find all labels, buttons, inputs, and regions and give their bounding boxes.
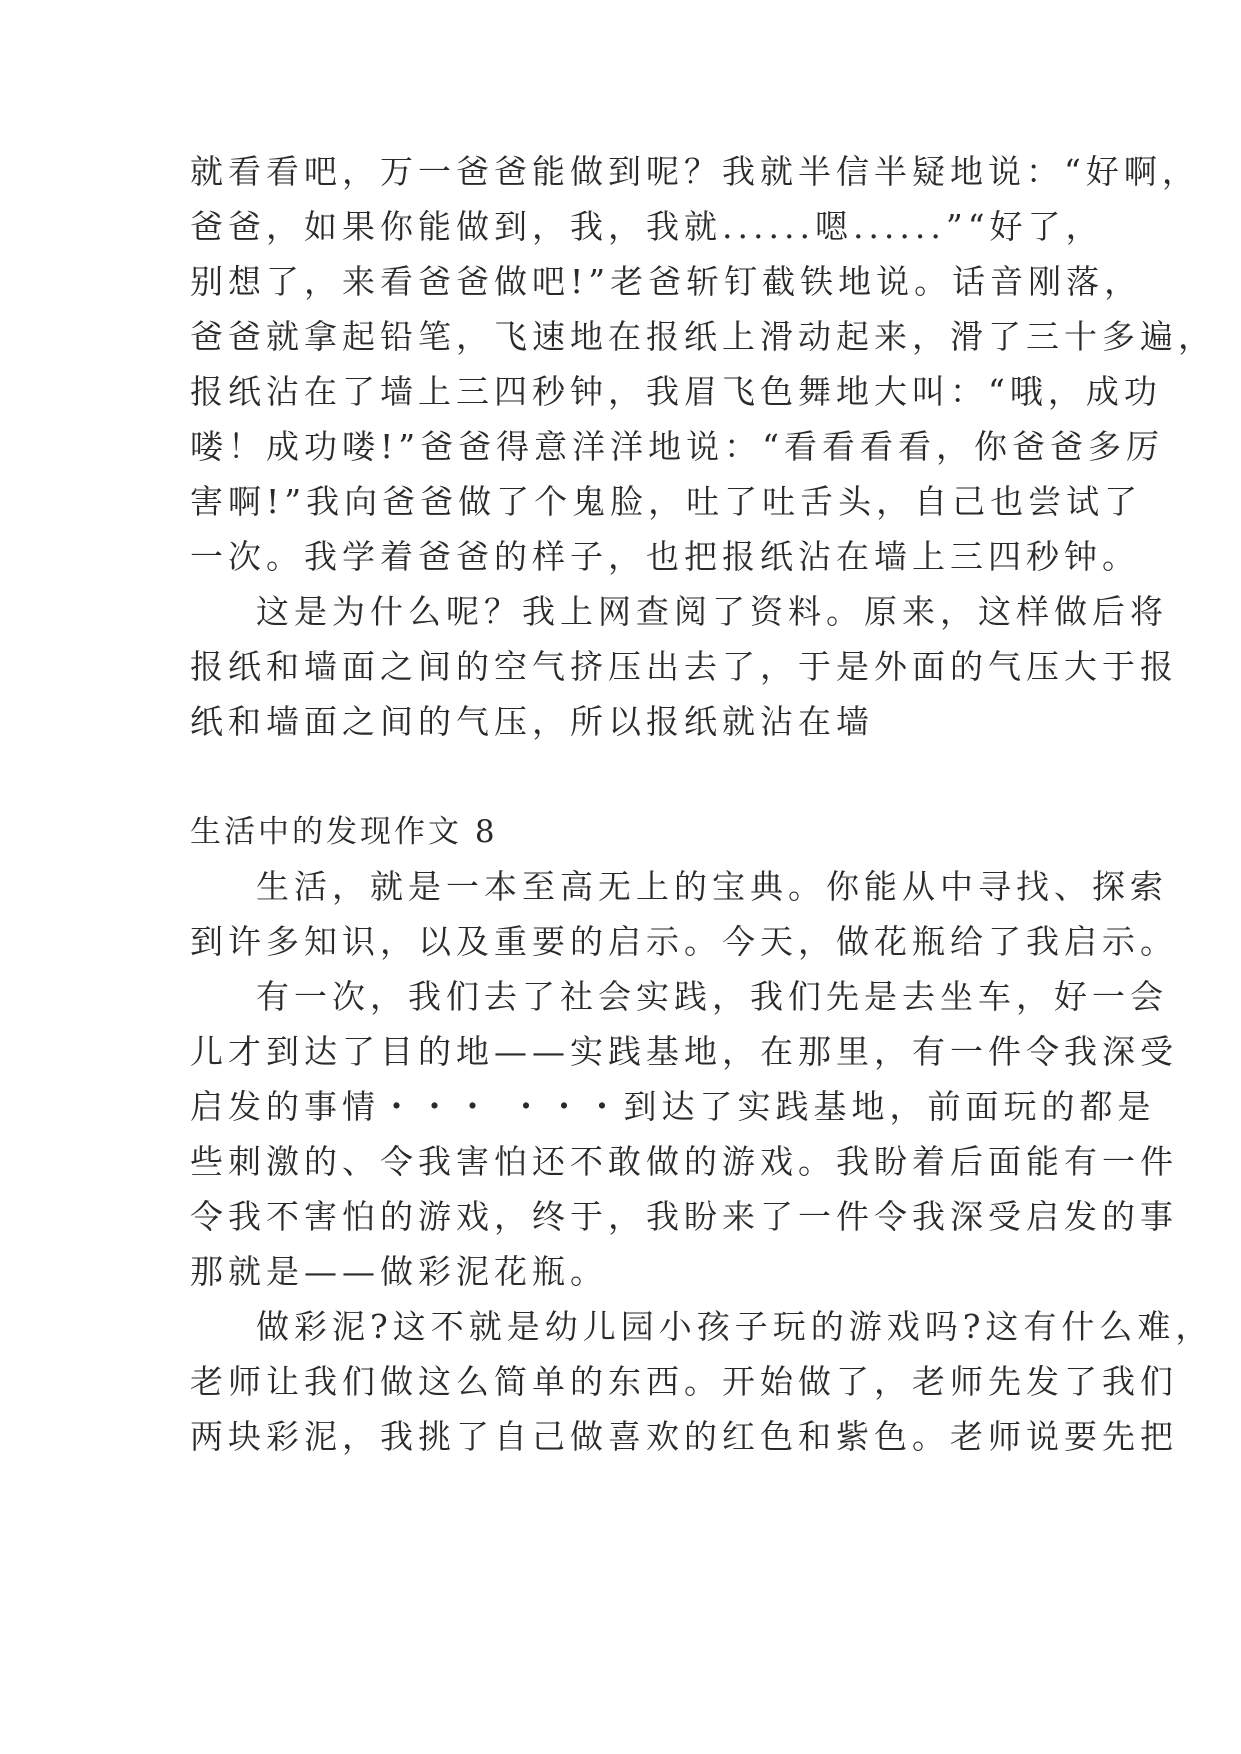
- text-line: 令我不害怕的游戏，终于，我盼来了一件令我深受启发的事: [190, 1197, 1178, 1236]
- text-line: 儿才到达了目的地——实践基地，在那里，有一件令我深受: [190, 1032, 1178, 1071]
- text-line: 到许多知识，以及重要的启示。今天，做花瓶给了我启示。: [190, 922, 1178, 961]
- text-line: 启发的事情・・・ ・・・到达了实践基地，前面玩的都是: [190, 1087, 1156, 1126]
- paragraph-start-line: 生活，就是一本至高无上的宝典。你能从中寻找、探索: [256, 867, 1168, 906]
- text-line: 一次。我学着爸爸的样子，也把报纸沾在墙上三四秒钟。: [190, 537, 1140, 576]
- text-line: 纸和墙面之间的气压，所以报纸就沾在墙: [190, 702, 874, 741]
- text-line: 喽！成功喽!”爸爸得意洋洋地说：“看看看看，你爸爸多厉: [190, 427, 1165, 466]
- text-line: 两块彩泥，我挑了自己做喜欢的红色和紫色。老师说要先把: [190, 1417, 1178, 1456]
- text-line: 报纸和墙面之间的空气挤压出去了，于是外面的气压大于报: [190, 647, 1178, 686]
- text-line: 害啊!”我向爸爸做了个鬼脸，吐了吐舌头，自己也尝试了: [190, 482, 1143, 521]
- text-line: 爸爸就拿起铅笔，飞速地在报纸上滑动起来，滑了三十多遍，: [190, 317, 1216, 356]
- paragraph-start-line: 做彩泥?这不就是幼儿园小孩子玩的游戏吗?这有什么难，: [256, 1307, 1214, 1346]
- text-line: 报纸沾在了墙上三四秒钟，我眉飞色舞地大叫：“哦，成功: [190, 372, 1162, 411]
- text-line: 别想了，来看爸爸做吧!”老爸斩钉截铁地说。话音刚落，: [190, 262, 1143, 301]
- text-line: 就看看吧，万一爸爸能做到呢？我就半信半疑地说：“好啊，: [190, 152, 1200, 191]
- paragraph-start-line: 这是为什么呢？我上网查阅了资料。原来，这样做后将: [256, 592, 1168, 631]
- paragraph-start-line: 有一次，我们去了社会实践，我们先是去坐车，好一会: [256, 977, 1168, 1016]
- text-line: 老师让我们做这么简单的东西。开始做了，老师先发了我们: [190, 1362, 1178, 1401]
- text-line: 爸爸，如果你能做到，我，我就......嗯......”“好了，: [190, 207, 1104, 246]
- text-line: 些刺激的、令我害怕还不敢做的游戏。我盼着后面能有一件: [190, 1142, 1178, 1181]
- section-heading: 生活中的发现作文 8: [190, 814, 498, 850]
- text-line: 那就是——做彩泥花瓶。: [190, 1252, 608, 1291]
